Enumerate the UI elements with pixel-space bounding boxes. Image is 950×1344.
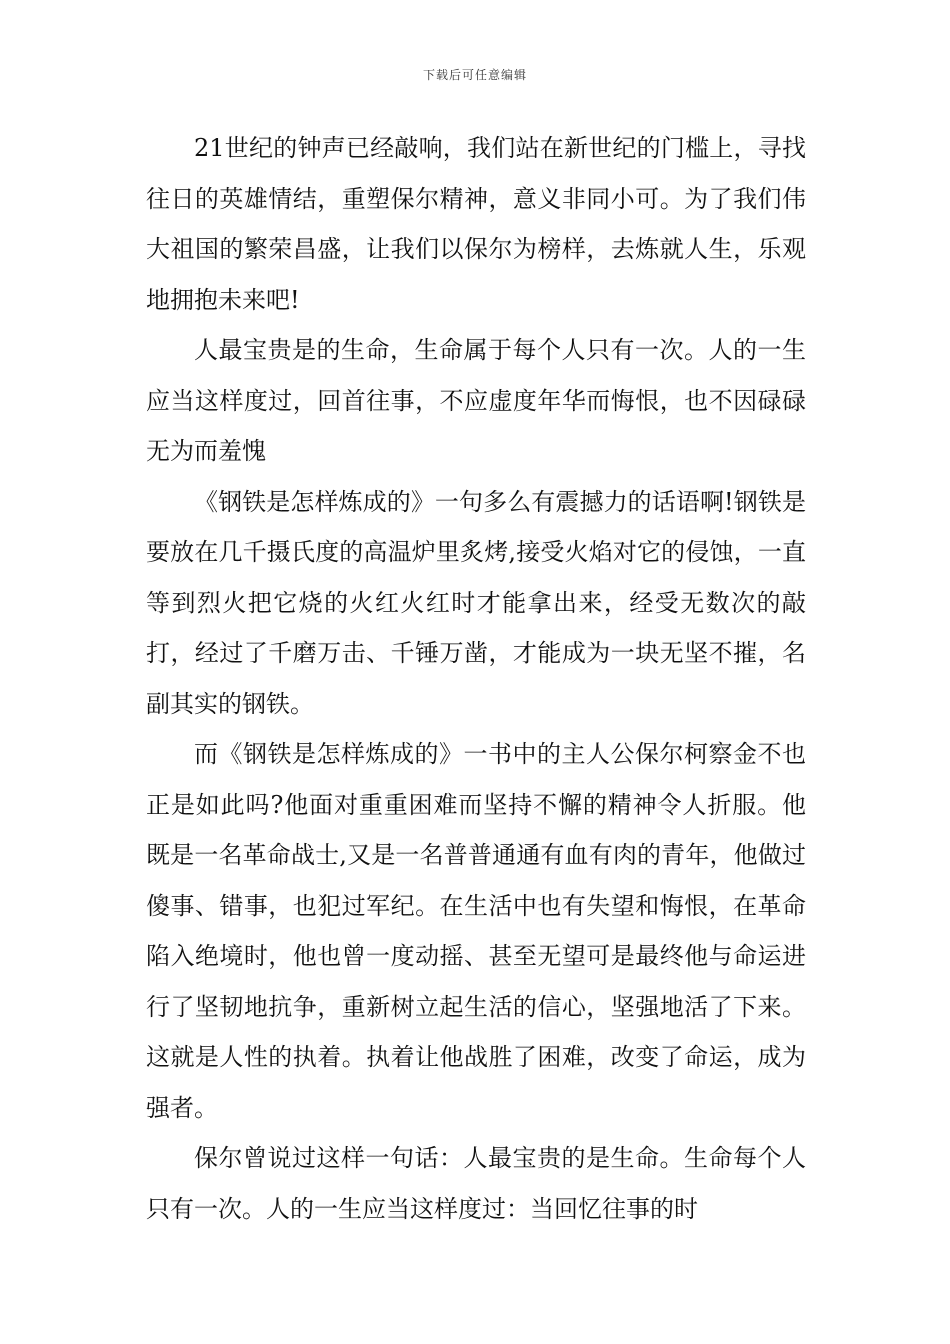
paragraph-1: 21世纪的钟声已经敲响，我们站在新世纪的门槛上，寻找往日的英雄情结，重塑保尔精神，意义非同小可。为了我们伟大祖国的繁荣昌盛，让我们以保尔为榜样，去炼就人生，乐观地拥抱未来吧!	[146, 134, 806, 314]
paragraph-3: 《钢铁是怎样炼成的》一句多么有震撼力的话语啊!钢铁是要放在几千摄氏度的高温炉里炙烤,接受火焰对它的侵蚀，一直等到烈火把它烧的火红火红时才能拿出来，经受无数次的敲打，经过了千磨万击、千锤万凿，才能成为一块无坚不摧，名副其实的钢铁。	[146, 487, 806, 718]
paragraph-4: 而《钢铁是怎样炼成的》一书中的主人公保尔柯察金不也正是如此吗?他面对重重困难而坚持不懈的精神令人折服。他既是一名革命战士,又是一名普普通通有血有肉的青年，他做过傻事、错事，也犯过军纪。在生活中也有失望和悔恨，在革命陷入绝境时，他也曾一度动摇、甚至无望可是最终他与命运进行了坚韧地抗争，重新树立起生活的信心，坚强地活了下来。这就是人性的执着。执着让他战胜了困难，改变了命运，成为强者。	[146, 740, 806, 1122]
page-header: 下载后可任意编辑	[422, 68, 527, 82]
paragraph-2: 人最宝贵是的生命，生命属于每个人只有一次。人的一生应当这样度过，回首往事，不应虚度年华而悔恨，也不因碌碌无为而羞愧	[146, 336, 806, 465]
paragraph-5: 保尔曾说过这样一句话：人最宝贵的是生命。生命每个人只有一次。人的一生应当这样度过：当回忆往事的时	[146, 1144, 806, 1223]
document-body	[146, 123, 806, 1234]
